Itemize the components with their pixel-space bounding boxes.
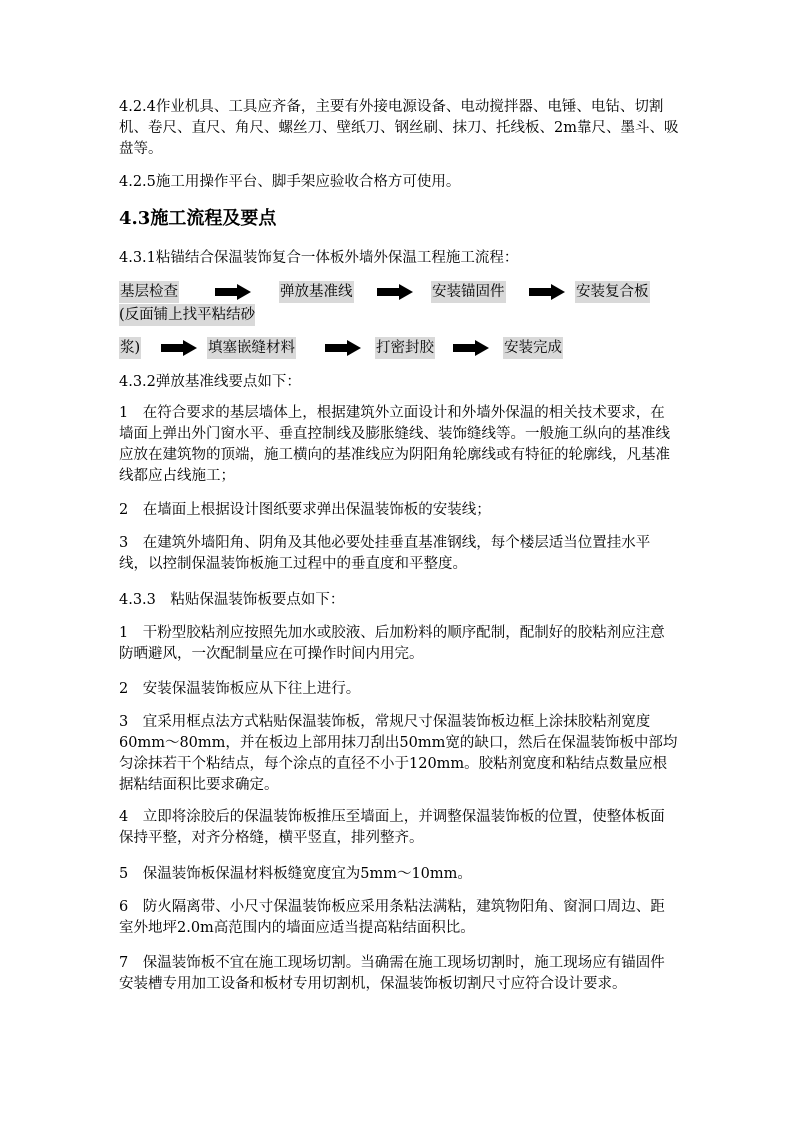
right-arrow-icon <box>377 284 413 300</box>
flow-step-8: 安装完成 <box>503 337 563 359</box>
paragraph-4-3-2-item-3: 3 在建筑外墙阳角、阴角及其他必要处挂垂直基准钢线，每个楼层适当位置挂水平线，以控制保温装饰板施工过程中的垂直度和平整度。 <box>119 535 651 572</box>
paragraph-4-3-3-item-3: 3 宜采用框点法方式粘贴保温装饰板，常规尺寸保温装饰板边框上涂抹胶粘剂宽度60mm～80mm，并在板边上部用抹刀刮出50mm宽的缺口，然后在保温装饰板中部均匀涂抹若干个粘结点，每个涂点的直径不小于120mm。胶粘剂宽度和粘结点数量应根据粘结面积比要求确定。 <box>119 714 678 793</box>
flow-step-5-part-b: 浆) <box>119 337 141 359</box>
flow-step-3: 安装锚固件 <box>431 281 506 303</box>
paragraph-4-3-3-item-4: 4 立即将涂胶后的保温装饰板推压至墙面上，并调整保温装饰板的位置，使整体板面保持平整，对齐分格缝，横平竖直，排列整齐。 <box>119 809 665 846</box>
flow-row-2 <box>119 337 699 361</box>
right-arrow-icon <box>161 340 197 356</box>
paragraph-4-3-2-item-1: 1 在符合要求的基层墙体上，根据建筑外立面设计和外墙外保温的相关技术要求，在墙面上弹出外门窗水平、垂直控制线及膨胀缝线、装饰缝线等。一般施工纵向的基准线应放在建筑物的顶端，施工横向的基准线应为阴阳角轮廓线或有特征的轮廓线，凡基准线都应占线施工； <box>119 405 670 484</box>
paragraph-4-3-1: 4.3.1粘锚结合保温装饰复合一体板外墙外保温工程施工流程： <box>119 250 519 266</box>
paragraph-4-3-3-item-6: 6 防火隔离带、小尺寸保温装饰板应采用条粘法满粘，建筑物阳角、窗洞口周边、距室外地坪2.0m高范围内的墙面应适当提高粘结面积比。 <box>119 899 665 936</box>
flow-step-5-part-a: (反面铺上找平粘结砂 <box>119 304 255 326</box>
section-heading-4-3: 4.3施工流程及要点 <box>119 208 277 229</box>
paragraph-4-3-2-item-2: 2 在墙面上根据设计图纸要求弹出保温装饰板的安装线； <box>119 502 491 518</box>
right-arrow-icon <box>453 340 489 356</box>
paragraph-4-2-5: 4.2.5施工用操作平台、脚手架应验收合格方可使用。 <box>119 174 461 190</box>
paragraph-4-3-3-item-5: 5 保温装饰板保温材料板缝宽度宜为5mm～10mm。 <box>119 866 472 882</box>
right-arrow-icon <box>529 284 565 300</box>
paragraph-4-3-3: 4.3.3 粘贴保温装饰板要点如下： <box>119 592 345 608</box>
paragraph-4-2-4: 4.2.4作业机具、工具应齐备，主要有外接电源设备、电动搅拌器、电锤、电钻、切割机、卷尺、直尺、角尺、螺丝刀、壁纸刀、钢丝刷、抹刀、托线板、2m靠尺、墨斗、吸盘等。 <box>119 99 679 157</box>
flow-step-1: 基层检查 <box>119 281 179 303</box>
flow-step-4: 安装复合板 <box>575 281 650 303</box>
paragraph-4-3-3-item-2: 2 安装保温装饰板应从下往上进行。 <box>119 681 361 697</box>
right-arrow-icon <box>215 284 251 300</box>
paragraph-4-3-3-item-1: 1 干粉型胶粘剂应按照先加水或胶液、后加粉料的顺序配制，配制好的胶粘剂应注意防晒避风，一次配制量应在可操作时间内用完。 <box>119 625 665 662</box>
flow-step-7: 打密封胶 <box>375 337 435 359</box>
paragraph-4-3-2: 4.3.2弹放基准线要点如下： <box>119 374 301 390</box>
flow-step-6: 填塞嵌缝材料 <box>207 337 296 359</box>
flow-step-2: 弹放基准线 <box>279 281 354 303</box>
right-arrow-icon <box>325 340 361 356</box>
flow-row-1 <box>119 281 699 305</box>
paragraph-4-3-3-item-7: 7 保温装饰板不宜在施工现场切割。当确需在施工现场切割时，施工现场应有锚固件安装槽专用加工设备和板材专用切割机，保温装饰板切割尺寸应符合设计要求。 <box>119 955 665 992</box>
